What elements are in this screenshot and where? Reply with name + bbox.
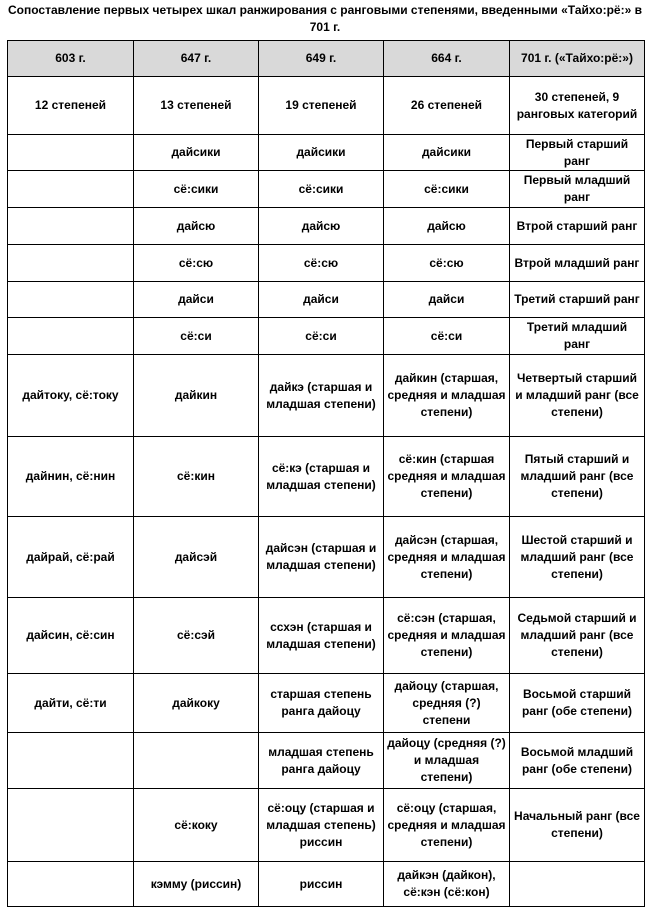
- table-cell: сё:сю: [259, 245, 384, 282]
- header-row: [8, 41, 645, 77]
- table-cell: кэмму (риссин): [134, 862, 259, 907]
- table-cell: дайси: [384, 282, 510, 318]
- table-cell: сё:оцу (старшая и младшая степень) риссин: [259, 789, 384, 862]
- table-cell: дайрай, сё:рай: [8, 517, 134, 598]
- table-cell: дайси: [259, 282, 384, 318]
- table-cell: [8, 789, 134, 862]
- table-cell: дайсю: [259, 208, 384, 245]
- table-cell: дайнин, сё:нин: [8, 437, 134, 517]
- table-row: [8, 598, 645, 674]
- table-cell: дайсин, сё:син: [8, 598, 134, 674]
- table-cell: [8, 733, 134, 789]
- table-cell: [8, 208, 134, 245]
- table-cell: [510, 862, 645, 907]
- table-cell: Третий младший ранг: [510, 318, 645, 355]
- table-cell: дайкин (старшая, средняя и младшая степени): [384, 355, 510, 437]
- table-row: [8, 318, 645, 355]
- table-cell: 30 степеней, 9 ранговых категорий: [510, 77, 645, 135]
- table-cell: риссин: [259, 862, 384, 907]
- table-cell: сё:сэн (старшая, средняя и младшая степени): [384, 598, 510, 674]
- table-cell: Третий старший ранг: [510, 282, 645, 318]
- table-cell: дайти, сё:ти: [8, 674, 134, 733]
- table-row: [8, 208, 645, 245]
- table-cell: [8, 135, 134, 171]
- table-cell: дайкэн (дайкон), сё:кэн (сё:кон): [384, 862, 510, 907]
- table-cell: сё:оцу (старшая, средняя и младшая степени): [384, 789, 510, 862]
- table-cell: сё:сю: [134, 245, 259, 282]
- table-row: [8, 355, 645, 437]
- table-row: [8, 517, 645, 598]
- table-row: [8, 862, 645, 907]
- table-cell: сё:кин (старшая средняя и младшая степени): [384, 437, 510, 517]
- table-cell: 26 степеней: [384, 77, 510, 135]
- table-cell: дайсики: [134, 135, 259, 171]
- table-cell: сё:сики: [384, 171, 510, 208]
- table-cell: дайкэ (старшая и младшая степени): [259, 355, 384, 437]
- table-cell: ссхэн (старшая и младшая степени): [259, 598, 384, 674]
- table-row: [8, 437, 645, 517]
- table-cell: младшая степень ранга дайоцу: [259, 733, 384, 789]
- table-cell: 19 степеней: [259, 77, 384, 135]
- table-cell: сё:коку: [134, 789, 259, 862]
- table-cell: Восьмой старший ранг (обе степени): [510, 674, 645, 733]
- table-row: [8, 282, 645, 318]
- table-cell: Пятый старший и младший ранг (все степени): [510, 437, 645, 517]
- column-header-647: 647 г.: [134, 41, 259, 77]
- table-cell: Втрой младший ранг: [510, 245, 645, 282]
- table-cell: дайсэн (старшая и младшая степени): [259, 517, 384, 598]
- table-cell: Первый старший ранг: [510, 135, 645, 171]
- table-row: [8, 674, 645, 733]
- table-caption: Сопоставление первых четырех шкал ранжирования с ранговыми степенями, введенными «Тайхо:рё:» в 701 г.: [8, 3, 642, 34]
- table-cell: дайси: [134, 282, 259, 318]
- table-cell: сё:кэ (старшая и младшая степени): [259, 437, 384, 517]
- column-header-649: 649 г.: [259, 41, 384, 77]
- table-cell: [8, 862, 134, 907]
- table-cell: сё:сики: [134, 171, 259, 208]
- table-cell: дайсэй: [134, 517, 259, 598]
- table-cell: Восьмой младший ранг (обе степени): [510, 733, 645, 789]
- table-cell: дайоцу (старшая, средняя (?) степени: [384, 674, 510, 733]
- table-cell: Шестой старший и младший ранг (все степени): [510, 517, 645, 598]
- table-cell: 12 степеней: [8, 77, 134, 135]
- table-cell: дайтоку, сё:току: [8, 355, 134, 437]
- column-header-603: 603 г.: [8, 41, 134, 77]
- table-cell: сё:си: [134, 318, 259, 355]
- rank-comparison-table: [7, 40, 645, 907]
- table-cell: Втрой старший ранг: [510, 208, 645, 245]
- table-row: [8, 171, 645, 208]
- table-cell: старшая степень ранга дайоцу: [259, 674, 384, 733]
- table-cell: 13 степеней: [134, 77, 259, 135]
- table-row: [8, 245, 645, 282]
- table-cell: сё:сэй: [134, 598, 259, 674]
- table-cell: сё:кин: [134, 437, 259, 517]
- table-row: [8, 733, 645, 789]
- table-cell: дайсэн (старшая, средняя и младшая степени): [384, 517, 510, 598]
- table-cell: Начальный ранг (все степени): [510, 789, 645, 862]
- table-cell: дайсю: [134, 208, 259, 245]
- table-cell: [134, 733, 259, 789]
- table-cell: Первый младший ранг: [510, 171, 645, 208]
- table-cell: [8, 245, 134, 282]
- table-row: [8, 135, 645, 171]
- table-cell: сё:си: [259, 318, 384, 355]
- table-cell: дайкоку: [134, 674, 259, 733]
- table-cell: [8, 282, 134, 318]
- column-header-701: 701 г. («Тайхо:рё:»): [510, 41, 645, 77]
- table-cell: Седьмой старший и младший ранг (все степени): [510, 598, 645, 674]
- table-cell: [8, 318, 134, 355]
- table-cell: сё:сю: [384, 245, 510, 282]
- table-cell: дайсю: [384, 208, 510, 245]
- table-cell: [8, 171, 134, 208]
- table-row: [8, 789, 645, 862]
- table-cell: сё:си: [384, 318, 510, 355]
- column-header-664: 664 г.: [384, 41, 510, 77]
- table-row: [8, 77, 645, 135]
- table-cell: дайоцу (средняя (?) и младшая степени): [384, 733, 510, 789]
- table-cell: сё:сики: [259, 171, 384, 208]
- table-cell: Четвертый старший и младший ранг (все степени): [510, 355, 645, 437]
- table-cell: дайсики: [259, 135, 384, 171]
- table-cell: дайсики: [384, 135, 510, 171]
- table-cell: дайкин: [134, 355, 259, 437]
